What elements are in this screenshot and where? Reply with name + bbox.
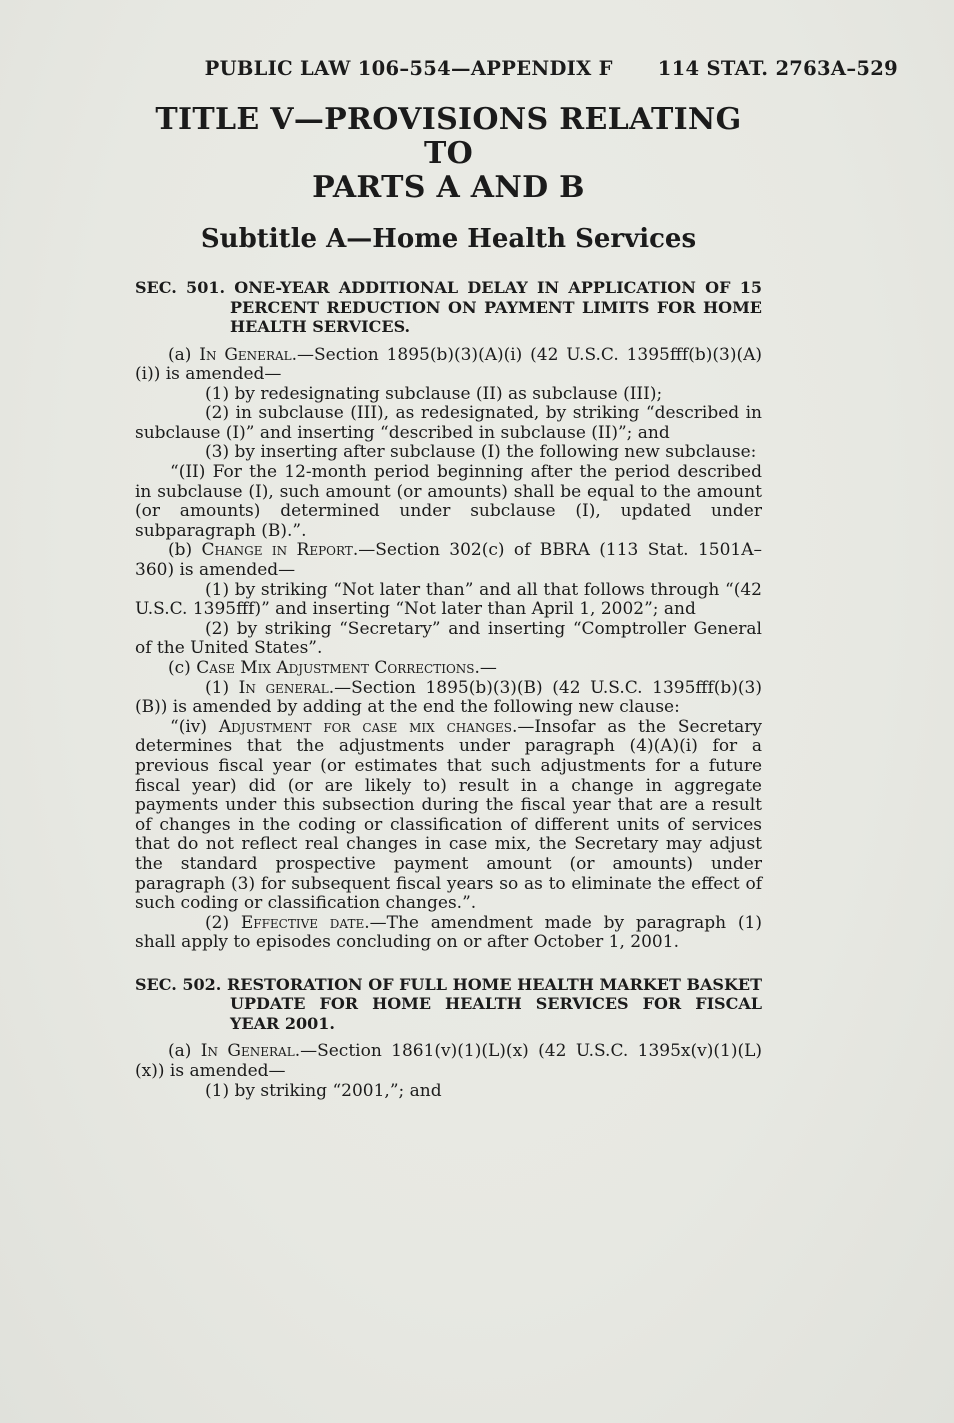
smallcaps-run: Effective date [240,912,365,933]
smallcaps-run: Change in Report [201,540,353,561]
para-501-c [135,659,762,679]
para-501-a1 [135,385,762,405]
page-content [135,0,762,1101]
running-header-law: PUBLIC LAW 106–554—APPENDIX F [204,57,613,80]
text-run: .—Insofar as the Secretary determines that the adjustments under paragraph (4)(A)(i) for a previous fiscal year (or estimates that such adjustments for a future fiscal year) did (or are likely to) result in a change in aggregate payments under this subsection during the fiscal year that are a result of changes in the coding or classification of different units of services that do not reflect real changes in case mix, the Secretary may adjust the standard prospective payment amount (or amounts) under paragraph (3) for subsequent fiscal years so as to eliminate the effect of such coding or classification changes.”. [135,716,762,914]
title-line-2: PARTS A AND B [312,170,585,205]
smallcaps-run: Adjustment for case mix changes [218,716,512,737]
para-501-b1 [135,581,762,620]
para-501-quoted-clause-iv [135,718,762,914]
running-header-stat-number: 114 STAT. 2763A–529 [657,57,898,80]
text-run: .—Section 1895(b)(3)(A)(i) (42 U.S.C. 1395fff(b)(3)(A)(i)) is amended— [135,344,762,385]
para-501-b [135,541,762,580]
text-run: (a) [168,1041,201,1062]
text-run: (c) [168,658,197,678]
text-run: (2) in subclause (III), as redesignated, by striking “described in subclause (I)” and inserting “described in subclause (II)”; and [135,403,762,443]
para-501-c2 [135,914,762,953]
para-501-a3 [135,443,762,463]
subtitle-heading: Subtitle A—Home Health Services [200,224,697,254]
text-run: (2) by striking “Secretary” and inserting “Comptroller General of the United States”. [135,618,762,659]
text-run: “(iv) [170,716,219,737]
smallcaps-run: Case Mix Adjustment Corrections [196,658,475,678]
text-run: (1) [205,677,239,698]
title-heading [135,103,762,205]
para-501-a [135,346,762,385]
text-run: .— [474,658,497,678]
title-line-1: TITLE V—PROVISIONS RELATING TO [155,102,742,171]
text-run: .—The amendment made by paragraph (1) shall apply to episodes concluding on or after October 1, 2001. [135,912,762,953]
para-502-a1 [135,1082,762,1102]
para-501-b2 [135,620,762,659]
text-run: (a) [168,344,200,365]
smallcaps-run: In General [199,344,292,365]
sec-502-heading: SEC. 502. RESTORATION OF FULL HOME HEALTH MARKET BASKET UPDATE FOR HOME HEALTH SERVICES FOR FISCAL YEAR 2001. [135,974,762,1033]
text-run: (1) by striking “2001,”; and [205,1080,442,1101]
text-run: .—Section 1895(b)(3)(B) (42 U.S.C. 1395fff(b)(3)(B)) is amended by adding at the end the following new clause: [135,677,762,718]
text-run: .—Section 302(c) of BBRA (113 Stat. 1501A–360) is amended— [135,540,762,581]
text-run: “(II) For the 12-month period beginning after the period described in subclause (I), such amount (or amounts) shall be equal to the amount (or amounts) determined under subclause (I), updated under subparagraph (B).”. [135,462,762,541]
para-502-a [135,1042,762,1081]
smallcaps-run: In general [238,677,329,698]
text-run: (b) [168,540,202,561]
sec-501-heading: SEC. 501. ONE-YEAR ADDITIONAL DELAY IN APPLICATION OF 15 PERCENT REDUCTION ON PAYMENT LIMITS FOR HOME HEALTH SERVICES. [135,278,762,336]
para-501-quoted-subclause-II [135,463,762,541]
smallcaps-run: In General [200,1041,295,1062]
text-run: (1) by striking “Not later than” and all that follows through “(42 U.S.C. 1395fff)” and inserting “Not later than April 1, 2002”; and [135,579,762,620]
para-501-a2 [135,404,762,443]
text-run: (1) by redesignating subclause (II) as subclause (III); [205,383,663,404]
para-501-c1 [135,679,762,718]
text-run: (2) [205,912,241,933]
text-run: (3) by inserting after subclause (I) the following new subclause: [205,442,757,463]
text-run: .—Section 1861(v)(1)(L)(x) (42 U.S.C. 1395x(v)(1)(L)(x)) is amended— [135,1041,763,1081]
